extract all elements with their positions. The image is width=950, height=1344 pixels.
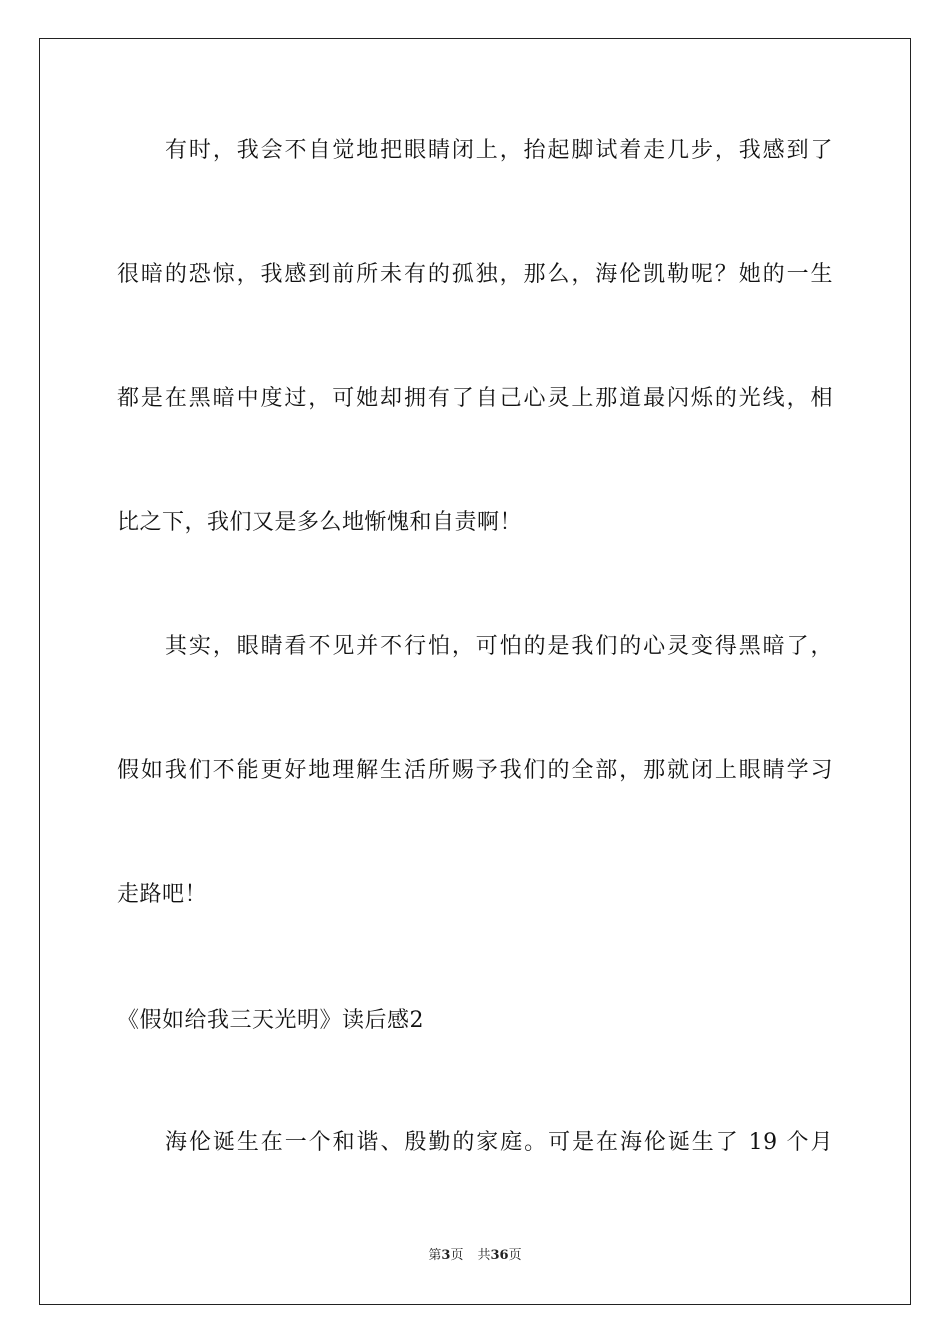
paragraph-1-line-3: 都是在黑暗中度过，可她却拥有了自己心灵上那道最闪烁的光线，相	[117, 386, 833, 411]
paragraph-2-line-1: 其实，眼睛看不见并不行怕，可怕的是我们的心灵变得黑暗了，	[165, 634, 833, 659]
footer-total-prefix: 共	[477, 1248, 491, 1263]
section-heading: 《假如给我三天光明》读后感2	[117, 1008, 424, 1033]
paragraph-3-line-1: 海伦诞生在一个和谐、殷勤的家庭。可是在海伦诞生了 19 个月	[165, 1130, 833, 1155]
footer-page-prefix: 第	[428, 1248, 442, 1263]
paragraph-1-line-2: 很暗的恐惊，我感到前所未有的孤独，那么，海伦凯勒呢？她的一生	[117, 262, 833, 287]
footer-total-suffix: 页	[508, 1248, 522, 1263]
paragraph-2-line-2: 假如我们不能更好地理解生活所赐予我们的全部，那就闭上眼睛学习	[117, 758, 833, 783]
page-footer	[0, 1247, 950, 1265]
footer-page-suffix: 页	[450, 1248, 464, 1263]
paragraph-2-line-3: 走路吧！	[117, 882, 208, 907]
paragraph-1-line-4: 比之下，我们又是多么地惭愧和自责啊！	[117, 510, 523, 535]
paragraph-1-line-1: 有时，我会不自觉地把眼睛闭上，抬起脚试着走几步，我感到了	[165, 138, 833, 163]
page-frame	[39, 38, 911, 1305]
footer-total-pages: 36	[490, 1248, 509, 1263]
footer-page-number: 3	[441, 1248, 451, 1263]
